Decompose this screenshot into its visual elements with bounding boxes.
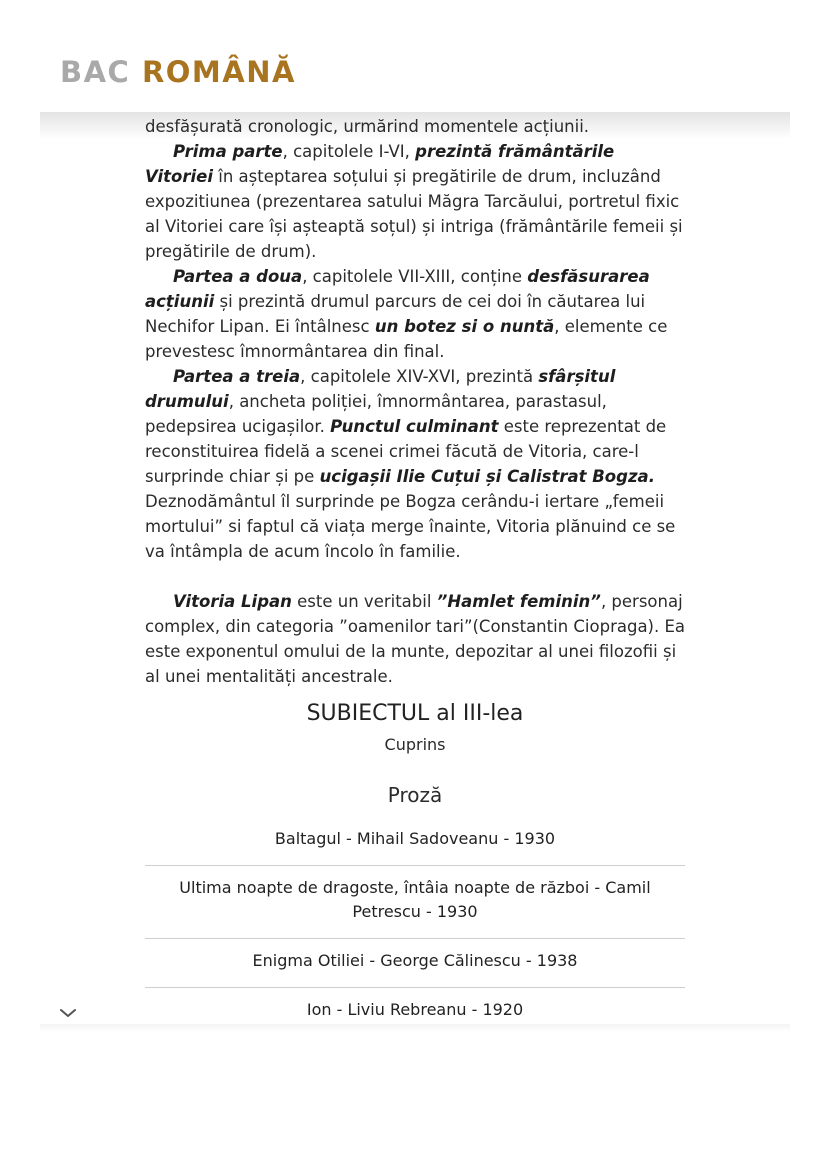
paragraph-prima-parte: Prima parte, capitolele I-VI, prezintă frământările Vitoriei în așteptarea soțului și pregătirile de drum, incluzând expozitiunea (prezentarea satului Măgra Tarcăului, portretul fixic al Vitoriei care își așteaptă soțul) și intriga (frământările femeii și pregătirile de drum).: [145, 142, 683, 261]
paragraph-partea-a-treia: Partea a treia, capitolele XIV-XVI, prezintă sfârșitul drumului, ancheta poliției, îmnormântarea, parastasul, pedepsirea ucigașilor. Punctul culminant este reprezentat de reconstituirea fidelă a scenei crimei făcută de Vitoria, care-l surprinde chiar și pe ucigașii Ilie Cuțui și Calistrat Bogza. Deznodământul îl surprinde pe Bogza cerându-i iertare „femeii mortului” si faptul că viața merge înainte, Vitoria plănuind ce se va întâmpla de acum încolo în familie.: [145, 367, 676, 561]
toc-item-enigma-otiliei[interactable]: Enigma Otiliei - George Călinescu - 1938: [145, 939, 685, 988]
paragraph-partea-a-doua: Partea a doua, capitolele VII-XIII, conține desfăsurarea acțiunii și prezintă drumul parcurs de cei doi în căutarea lui Nechifor Lipan. Ei întâlnesc un botez si o nuntă, elemente ce prevestesc îmnormântarea din final.: [145, 267, 668, 361]
section-title: SUBIECTUL al III-lea: [306, 701, 524, 726]
toc-item-ion[interactable]: Ion - Liviu Rebreanu - 1920: [145, 988, 685, 1030]
paragraph-0: desfășurată cronologic, urmărind momentele acțiunii.: [145, 117, 590, 136]
toc-item-ultima-noapte[interactable]: Ultima noapte de dragoste, întâia noapte de război - Camil Petrescu - 1930: [145, 866, 685, 939]
bottom-shadow: [40, 1024, 790, 1032]
paragraph-vitoria-lipan: Vitoria Lipan este un veritabil ”Hamlet feminin”, personaj complex, din categoria ”oamenilor tari”(Constantin Ciopraga). Ea este exponentul omului de la munte, depozitar al unei filozofii și al unei mentalități ancestrale.: [145, 592, 686, 686]
toc-item-baltagul[interactable]: Baltagul - Mihail Sadoveanu - 1930: [145, 827, 685, 866]
brand-part-bac: BAC: [60, 55, 131, 89]
brand-logo[interactable]: [60, 55, 296, 89]
chevron-down-icon[interactable]: [58, 1005, 78, 1021]
category-heading: Proză: [387, 783, 443, 807]
scroll-viewport[interactable]: [40, 112, 790, 1030]
brand-part-romana: ROMÂNĂ: [141, 55, 296, 89]
article-content: [145, 114, 685, 1030]
section-subtitle: Cuprins: [384, 735, 446, 754]
table-of-contents: [145, 827, 685, 1030]
